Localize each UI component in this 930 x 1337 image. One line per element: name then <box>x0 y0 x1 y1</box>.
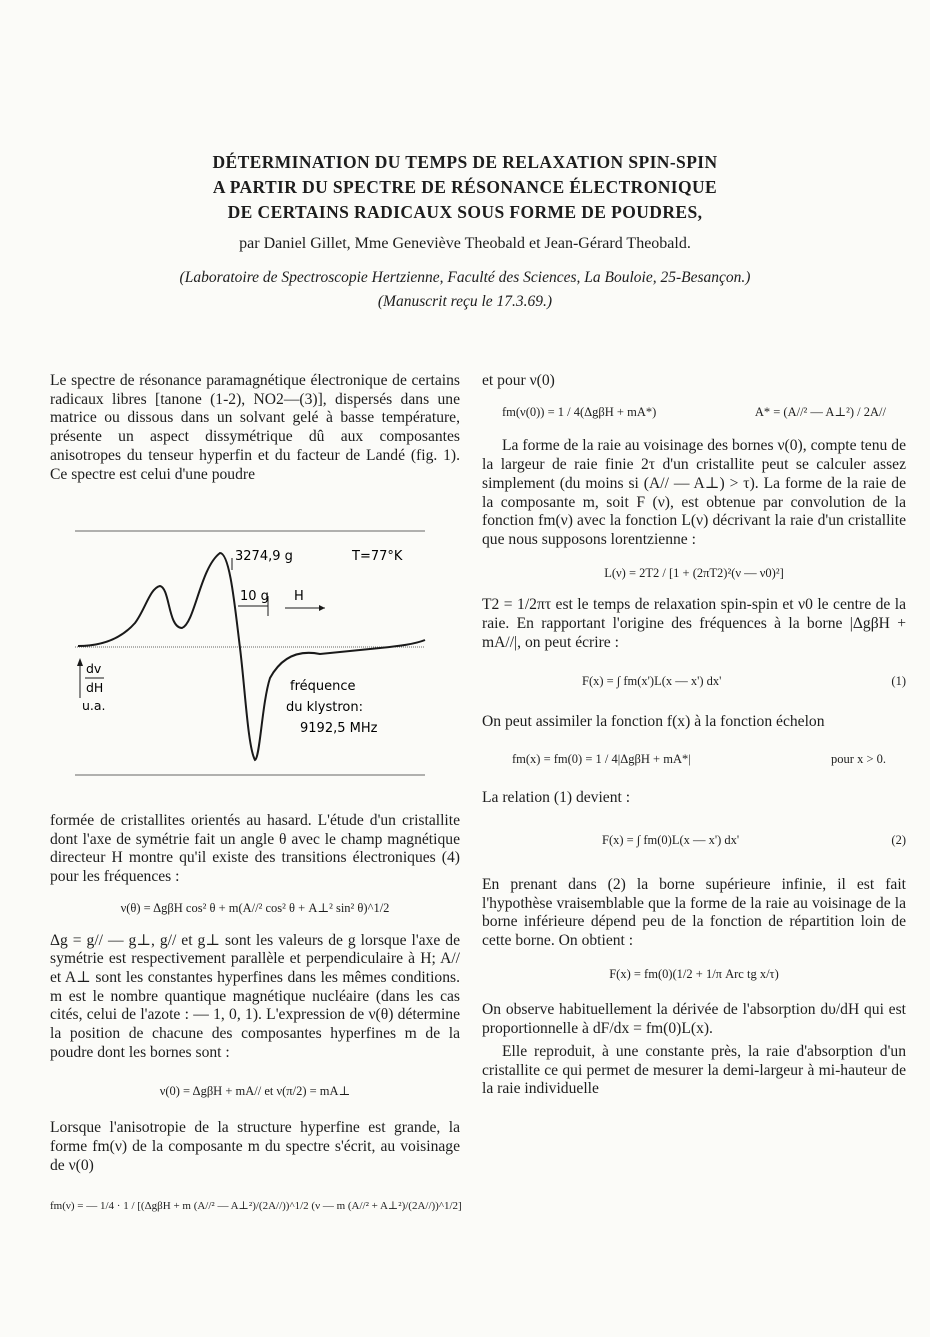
scale-label: 10 g <box>240 589 269 604</box>
title-line-2: A PARTIR DU SPECTRE DE RÉSONANCE ÉLECTRONIQUE <box>212 177 718 197</box>
equation-row-step <box>482 750 906 769</box>
y-arrow-head <box>77 658 83 666</box>
equation-row-1 <box>482 672 906 691</box>
ylabel-numerator: dv <box>86 661 102 676</box>
equation-1: F(x) = ∫ fm(x')L(x — x') dx' <box>582 674 722 689</box>
article-header <box>0 150 930 313</box>
paragraph-et-pour: et pour ν(0) <box>482 372 555 389</box>
paragraph-forme-raie: La forme de la raie au voisinage des bornes ν(0), compte tenu de la largeur de raie finie 2τ d'un cristallite peut se calculer assez simplement (du moins si (A// — A⊥) > τ). La forme de la raie de la composante m, soit F (ν), est obtenue par convolution de la fonction fm(ν) avec la fonction L(ν) décrivant la raie d'un cristallite que nous supposons lorentzienne : <box>482 437 906 548</box>
paragraph-reproduit: Elle reproduit, à une constante près, la raie d'absorption d'un cristallite ce qui permet de mesurer la demi-largeur à mi-hauteur de la raie individuelle <box>482 1042 906 1098</box>
ylabel-unit: u.a. <box>82 698 106 713</box>
klystron-frequency-line-3: 9192,5 MHz <box>300 721 378 736</box>
equation-nu-theta: ν(θ) = ΔgβH cos² θ + m(A//² cos² θ + A⊥² sin² θ)^1/2 <box>120 900 390 915</box>
figure-1-spectrum <box>70 528 430 778</box>
paragraph-anisotropie: Lorsque l'anisotropie de la structure hyperfine est grande, la forme fm(ν) de la composante m du spectre s'écrit, au voisinage de ν(0) <box>50 1119 460 1174</box>
equation-2: F(x) = ∫ fm(0)L(x — x') dx' <box>602 833 740 848</box>
left-column-top <box>50 372 460 484</box>
equation-fm-nu: fm(ν) = — 1/4 · 1 / [(ΔgβH + m (A//² — A⊥²)/(2A//))^1/2 (ν — m (A//² + A⊥²)/(2A//))^1/2] <box>50 1200 462 1213</box>
equation-a-star: A* = (A//² — A⊥²) / 2A// <box>754 404 886 419</box>
paragraph-derivee: On observe habituellement la dérivée de l'absorption dυ/dH qui est proportionnelle à dF/dx = fm(0)L(x). <box>482 1001 906 1038</box>
field-label: 3274,9 g <box>235 549 293 564</box>
equation-1-number: (1) <box>891 674 906 689</box>
temperature-label: T=77°K <box>352 549 403 564</box>
klystron-frequency-line-2: du klystron: <box>286 700 363 715</box>
paragraph-intro: Le spectre de résonance paramagnétique électronique de certains radicaux libres [tanone (1-2), NO2—(3)], dispersés dans une matrice ou dissous dans un solvant gelé à basse température, présente un aspect dissymétrique dû aux composantes anisotropes du tenseur hyperfin et du facteur de Landé (fig. 1). Ce spectre est celui d'une poudre <box>50 372 460 483</box>
paragraph-t2: T2 = 1/2πτ est le temps de relaxation spin-spin et ν0 le centre de la raie. En rapportant l'origine des fréquences à la borne |ΔgβH + mA//|, on peut écrire : <box>482 596 906 651</box>
title-line-3: DE CERTAINS RADICAUX SOUS FORME DE POUDRES, <box>227 202 703 222</box>
authors: par Daniel Gillet, Mme Geneviève Theobald et Jean-Gérard Theobald. <box>239 235 691 252</box>
paragraph-definitions: Δg = g// — g⊥, g// et g⊥ sont les valeurs de g lorsque l'axe de symétrie est respectivement parallèle et perpendiculaire à H; A// et A⊥ sont les constantes hyperfines dans les mêmes conditions. m est le nombre quantique magnétique nucléaire (dans les cas cités, celui de l'azote : — 1, 0, 1). L'expression de ν(θ) détermine la position de chacune des composantes hyperfines m de la poudre dont les bornes sont : <box>50 931 460 1061</box>
affiliation: (Laboratoire de Spectroscopie Hertzienne, Faculté des Sciences, La Bouloie, 25-Besançon.) <box>179 269 751 286</box>
paragraph-relation: La relation (1) devient : <box>482 788 631 806</box>
equation-step: fm(x) = fm(0) = 1 / 4|ΔgβH + mA*| <box>512 751 691 766</box>
klystron-frequency-line-1: fréquence <box>290 679 356 694</box>
equation-step-condition: pour x > 0. <box>831 751 886 766</box>
paragraph-hypothese: En prenant dans (2) la borne supérieure infinie, il est fait l'hypothèse vraisemblable que la forme de la raie au voisinage de la borne inférieure dépend peu de la fonction de répartition loin de cette borne. On obtient : <box>482 875 906 950</box>
paragraph-cristallites: formée de cristallites orientés au hasard. L'étude d'un cristallite dont l'axe de symétrie fait un angle θ avec le champ magnétique directeur H montre qu'il existe des transitions électroniques (4) pour les fréquences : <box>50 812 460 886</box>
h-arrow-head <box>319 605 325 611</box>
equation-3: F(x) = fm(0)(1/2 + 1/π Arc tg x/τ) <box>609 966 779 981</box>
equation-row-fm-nu0 <box>482 403 906 422</box>
left-column-bottom <box>50 812 460 1216</box>
equation-fm-nu0: fm(ν(0)) = 1 / 4(ΔgβH + mA*) <box>502 404 657 419</box>
paragraph-echelon: On peut assimiler la fonction f(x) à la fonction échelon <box>482 713 825 731</box>
equation-2-number: (2) <box>891 833 906 848</box>
h-axis-label: H <box>294 589 304 604</box>
ylabel-denominator: dH <box>86 680 104 695</box>
title-line-1: DÉTERMINATION DU TEMPS DE RELAXATION SPIN-SPIN <box>212 152 718 172</box>
received-date: (Manuscrit reçu le 17.3.69.) <box>377 293 553 310</box>
equation-lorentz: L(ν) = 2T2 / [1 + (2πT2)²(ν — ν0)²] <box>604 565 784 580</box>
equation-bornes: ν(0) = ΔgβH + mA// et ν(π/2) = mA⊥ <box>159 1084 351 1099</box>
equation-row-2 <box>482 831 906 850</box>
right-column <box>482 372 906 1099</box>
